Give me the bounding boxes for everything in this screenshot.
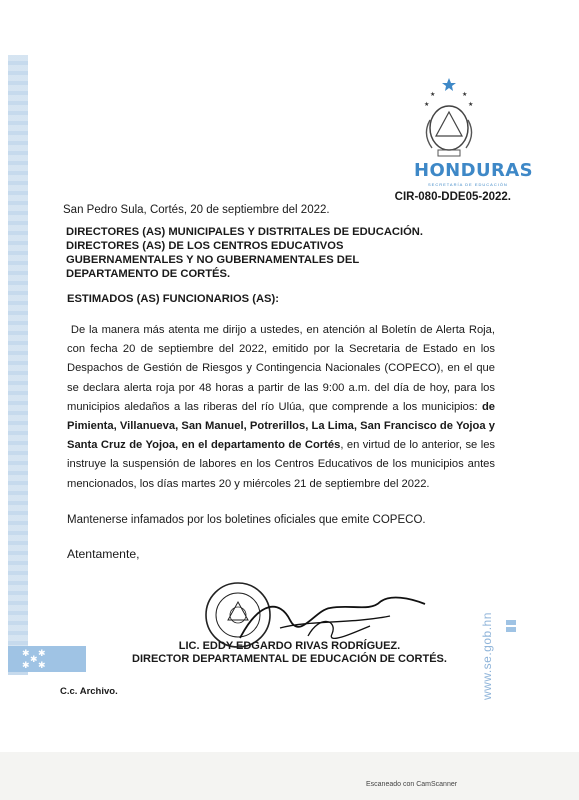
date-line: San Pedro Sula, Cortés, 20 de septiembre del 2022. xyxy=(63,204,330,216)
honduras-logo-text: HONDURAS xyxy=(414,160,533,181)
svg-text:★: ★ xyxy=(424,102,430,108)
addressees-block xyxy=(66,225,466,281)
decorative-side-band xyxy=(8,55,28,675)
letter-body xyxy=(67,321,495,494)
decorative-blocks xyxy=(506,620,518,634)
addressee-line: DIRECTORES (AS) MUNICIPALES Y DISTRITALES DE EDUCACIÓN. xyxy=(66,226,423,238)
carbon-copy-note: C.c. Archivo. xyxy=(60,686,118,697)
svg-text:★: ★ xyxy=(430,92,436,98)
sign-off: Atentamente, xyxy=(67,547,140,561)
scanner-watermark: Escaneado con CamScanner xyxy=(366,781,458,788)
addressee-line: DEPARTAMENTO DE CORTÉS. xyxy=(66,268,231,280)
svg-text:★: ★ xyxy=(462,92,468,98)
body-text-part1: De la manera más atenta me dirijo a ustedes, en atención al Boletín de Alerta Roja, con fecha 20 de septiembre del 2022, emitido por la Secretaria de Estado en los Despachos de Gestión de Riesgos y Contingencia Nacionales (COPECO), en el que se declara alerta roja por 48 horas a partir de las 9:00 a.m. del día de hoy, para los municipios aledaños a las riberas del río Ulúa, que comprende a los municipios: xyxy=(67,324,495,413)
circular-code: CIR-080-DDE05-2022. xyxy=(394,191,511,203)
addressee-line: GUBERNAMENTALES Y NO GUBERNAMENTALES DEL xyxy=(66,254,360,266)
secretaria-subtitle: SECRETARÍA DE EDUCACIÓN xyxy=(428,182,508,187)
greeting: ESTIMADOS (AS) FUNCIONARIOS (AS): xyxy=(67,293,279,305)
signer-name: LIC. EDDY EDGARDO RIVAS RODRÍGUEZ. xyxy=(178,640,401,652)
body-text-part2: , en virtud de lo anterior, se les instruye la suspensión de labores en los Centros Educativos de los municipios antes mencionados, los días martes 20 y miércoles 21 de septiembre del 2022. xyxy=(67,439,496,490)
honduras-coat-of-arms-icon xyxy=(418,78,480,160)
svg-text:★: ★ xyxy=(468,102,474,108)
addressee-line: DIRECTORES (AS) DE LOS CENTROS EDUCATIVOS xyxy=(66,240,344,252)
website-url: www.se.gob.hn xyxy=(480,612,494,700)
signer-title: DIRECTOR DEPARTAMENTAL DE EDUCACIÓN DE CORTÉS. xyxy=(132,653,447,665)
body-municipalities: de Pimienta, Villanueva, San Manuel, Potrerillos, La Lima, San Francisco de Yojoa y Santa Cruz de Yojoa, en el departamento de Cortés xyxy=(67,400,495,452)
closing-note: Mantenerse infamados por los boletines oficiales que emite COPECO. xyxy=(67,514,426,526)
flag-stars-decoration: ✱ ✱ ✱ ✱ ✱ xyxy=(8,646,86,672)
